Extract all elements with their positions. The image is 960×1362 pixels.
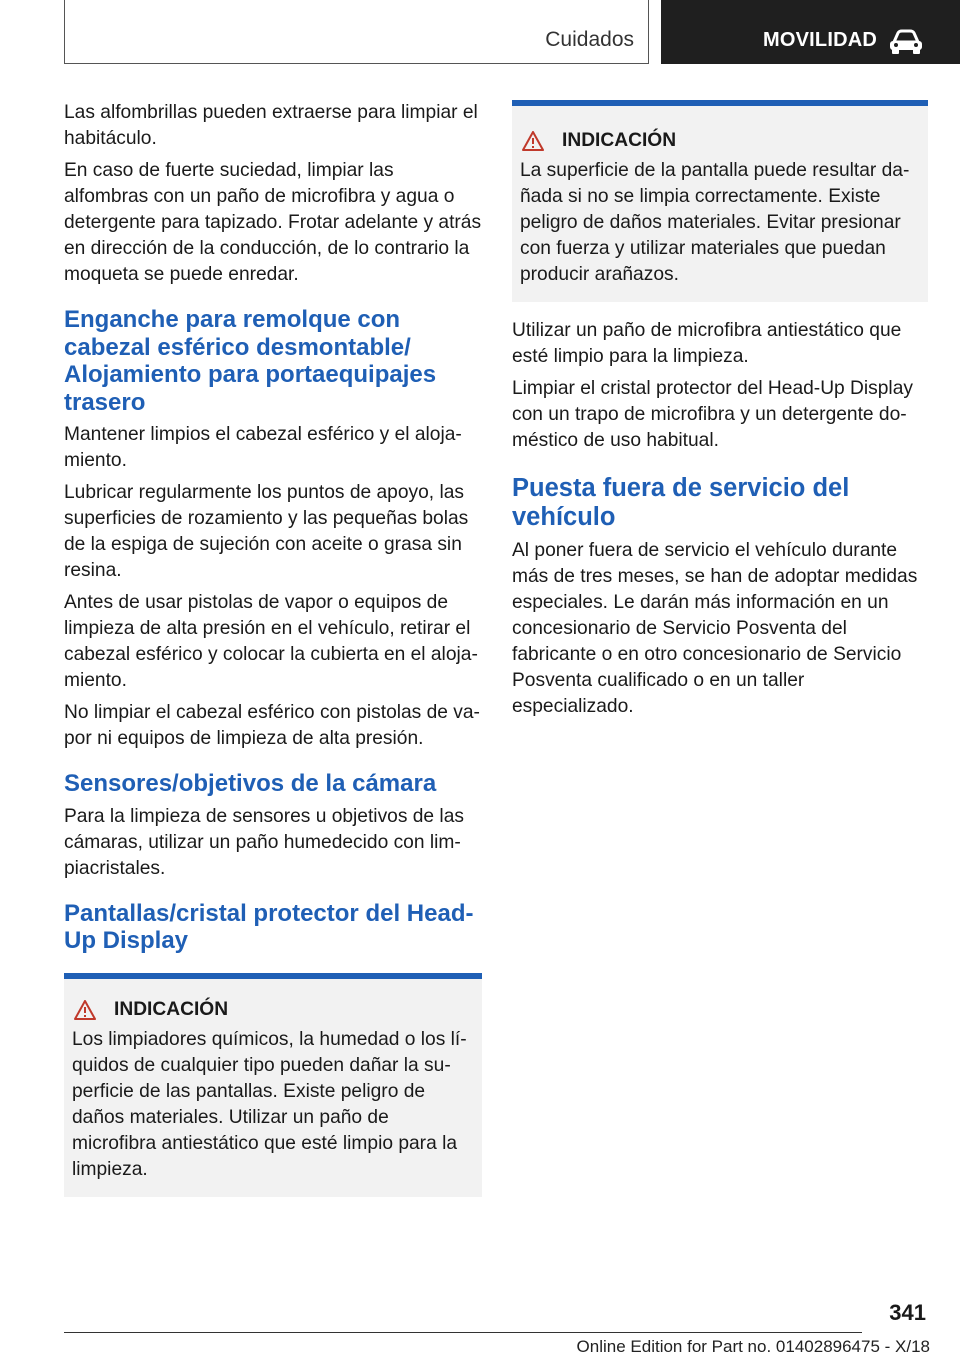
paragraph: Las alfombrillas pueden extraerse para limpiar el habitáculo. — [64, 102, 478, 149]
warning-icon — [74, 1000, 96, 1020]
notice-box — [64, 973, 482, 1197]
footer-divider — [64, 1332, 862, 1333]
header-chapter-tab — [661, 0, 960, 64]
paragraph: Antes de usar pistolas de vapor o equipos de limpieza de alta presión en el vehículo, retirar el cabezal esférico y colocar la cubierta en el alojamiento. — [64, 592, 478, 691]
footer-edition: Online Edition for Part no. 01402896475 - X/18 — [576, 1337, 930, 1356]
header-section-tab — [64, 0, 649, 64]
car-icon — [888, 28, 924, 56]
paragraph: No limpiar el cabezal esférico con pistolas de vapor ni equipos de limpieza de alta presión. — [64, 702, 480, 749]
heading-pantallas: Pantallas/cristal protector del Head-Up Display — [64, 899, 474, 954]
paragraph: Lubricar regularmente los puntos de apoyo, las superficies de rozamiento y las pequeñas bolas de la espiga de sujeción con aceite o grasa sin resina. — [64, 482, 469, 581]
notice-title: INDICACIÓN — [114, 998, 229, 1020]
heading-puesta-fuera: Puesta fuera de servicio del vehículo — [512, 474, 850, 531]
paragraph: Al poner fuera de servicio el vehículo durante más de tres meses, se han de adoptar medidas especiales. Le darán más información en un concesionario de Servicio Posventa del fabricante o en otro concesionario de Servicio Posventa cualificado o en un taller especializado. — [512, 540, 918, 717]
paragraph: Utilizar un paño de microfibra antiestático que esté limpio para la limpieza. — [512, 320, 902, 367]
notice-title: INDICACIÓN — [562, 130, 677, 151]
heading-enganche: Enganche para remolque con cabezal esférico desmontable/ Alojamiento para portaequipajes trasero — [64, 306, 437, 416]
notice-text: La superficie de la pantalla puede resultar dañada si no se limpia correctamente. Existe peligro de daños materiales. Evitar presionar con fuerza y utilizar materiales que puedan producir arañazos. — [520, 160, 910, 285]
paragraph: En caso de fuerte suciedad, limpiar las alfombras con un paño de microfibra y agua o detergente para tapizado. Frotar adelante y atrás en dirección de la conducción, de lo contrario la moqueta se puede enredar. — [64, 160, 482, 285]
section-title: Cuidados — [545, 28, 634, 51]
notice-text: Los limpiadores químicos, la humedad o los líquidos de cualquier tipo pueden dañar la superficie de las pantallas. Existe peligro de daños materiales. Utilizar un paño de microfibra antiestático que esté limpio para la limpieza. — [72, 1028, 467, 1180]
paragraph: Mantener limpios el cabezal esférico y el alojamiento. — [64, 424, 462, 471]
right-column — [512, 100, 928, 726]
paragraph: Para la limpieza de sensores u objetivos de las cámaras, utilizar un paño humedecido con limpiacristales. — [64, 805, 464, 879]
paragraph: Limpiar el cristal protector del Head-Up Display con un trapo de microfibra y un detergente doméstico de uso habitual. — [512, 378, 913, 451]
page-number: 341 — [889, 1300, 926, 1325]
warning-icon — [522, 131, 544, 151]
heading-sensores: Sensores/objetivos de la cámara — [64, 770, 437, 797]
chapter-title: MOVILIDAD — [763, 29, 878, 51]
left-column — [64, 100, 482, 1197]
notice-box — [512, 100, 928, 302]
